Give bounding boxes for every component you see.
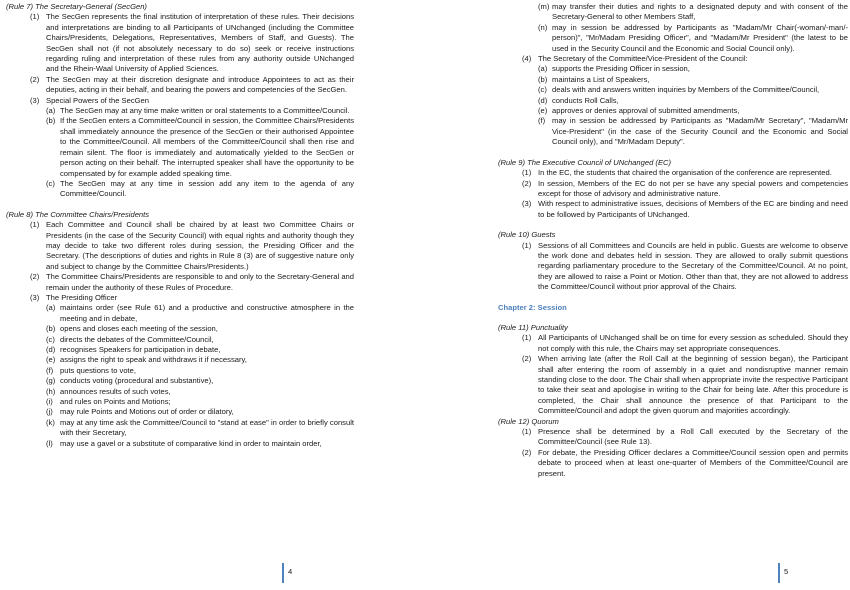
paragraph-number: (1) [522,168,532,178]
subparagraph-letter: (c) [46,334,55,344]
right-page [428,0,850,590]
subparagraph-letter: (a) [46,303,56,313]
subparagraph-text: may rule Points and Motions out of order or dilatory, [60,407,234,417]
rule-10-heading: (Rule 10) Guests [498,230,556,240]
paragraph-number: (4) [522,54,532,64]
subparagraph-text: deals with and answers written inquiries by Members of the Committee/Council, [552,85,820,95]
presiding-officer-duty [498,2,848,23]
subparagraph-text: directs the debates of the Committee/Council, [60,334,214,344]
paragraph-text: In the EC, the students that chaired the organisation of the conference are represented. [538,168,832,178]
rule-7-heading: (Rule 7) The Secretary-General (SecGen) [6,2,147,11]
rule-9-paragraph [498,179,848,200]
paragraph-text: The Committee Chairs/Presidents are responsible to and only to the Secretary-General and remain under the authority of these Rules of Procedure. [46,272,354,292]
subparagraph-text: approves or denies approval of submitted amendments, [552,106,740,116]
paragraph-number: (1) [30,12,40,22]
subparagraph-text: conducts Roll Calls, [552,95,619,105]
rule-7-subparagraph [6,179,354,200]
left-page-content [6,2,354,449]
rule-7-subparagraph [6,116,354,178]
rule-11-paragraph [498,333,848,354]
presiding-officer-duty [6,345,354,355]
paragraph-number: (3) [30,292,40,302]
subparagraph-text: conducts voting (procedural and substantive), [60,376,214,386]
presiding-officer-duty [6,324,354,334]
paragraph-number: (3) [30,95,40,105]
secretary-duty [498,96,848,106]
subparagraph-letter: (d) [46,345,56,354]
paragraph-text: For debate, the Presiding Officer declares a Committee/Council session open and permits debate to proceed when at least one-quarter of Members of the Committee/Council are present. [538,447,848,478]
subparagraph-text: may use a gavel or a substitute of comparative kind in order to maintain order, [60,438,322,448]
paragraph-number: (1) [522,333,532,343]
paragraph-text: All Participants of UNchanged shall be on time for every session as scheduled. Should they not comply with this rule, the Chairs may set appropriate consequences. [538,333,848,353]
paragraph-text: The Presiding Officer [46,292,118,302]
paragraph-text: Sessions of all Committees and Councils are held in public. Guests are welcome to observe the work done and debates held in session. They are allowed to orally submit questions regarding parliamentary procedure to the Secretary of the Committee/Council. At no point, they are allowed to raise a Point or Motion. Other than that, they are not allowed to address the Committee/Council without prior approval of the Chairs. [538,240,848,292]
presiding-officer-duty [6,303,354,324]
presiding-officer-duty [6,407,354,417]
subparagraph-letter: (a) [46,106,56,116]
subparagraph-text: may transfer their duties and rights to a designated deputy and with consent of the Secretary-General to other Members Staff, [552,2,848,22]
right-page-content [498,2,848,479]
rule-9-paragraph [498,168,848,178]
presiding-officer-duty [6,335,354,345]
subparagraph-letter: (f) [538,116,546,126]
paragraph-number: (2) [30,272,40,282]
paragraph-text: In session, Members of the EC do not per se have any special powers and competencies except for those of advisory and administrative nature. [538,178,848,198]
chapter-heading: Chapter 2: Session [498,302,567,312]
rule-10-paragraph [498,241,848,293]
rule-7-paragraph [6,75,354,96]
rule-12-paragraph [498,427,848,448]
paragraph-number: (2) [522,354,532,364]
presiding-officer-duty [498,23,848,54]
subparagraph-text: opens and closes each meeting of the session, [60,324,218,334]
paragraph-text: Special Powers of the SecGen [46,95,149,105]
secretary-duty [498,64,848,74]
subparagraph-letter: (e) [538,106,548,116]
page-number: 4 [288,567,293,576]
paragraph-number: (2) [30,74,40,84]
paragraph-number: (1) [522,240,532,250]
subparagraph-letter: (b) [538,74,548,84]
paragraph-text: Each Committee and Council shall be chaired by at least two Committee Chairs or Presidents (in the case of the Security Council) with equal rights and authority though they may decide to take two different roles during session, the Presiding Officer and the Secretary. (The descriptions of duties and rights in Rule 8 (3) are of suggestive nature only and subject to change by the Committee Chairs/Presidents.) [46,220,354,271]
subparagraph-letter: (j) [46,407,53,417]
subparagraph-letter: (n) [538,22,548,32]
subparagraph-text: The SecGen may at any time in session add any item to the agenda of any Committee/Council. [60,178,354,199]
paragraph-text: The SecGen represents the final institution of interpretation of these rules. Their decisions and interpretations are binding to all Participants of UNchanged (including the Committee Chairs/Presidents, Delegations, Representatives, Members of Staff, and Guests). The SecGen shall not (if not absolutely necessary to do so) seek or receive instructions regarding ruling and interpretation of these rules from any authority outside UNchanged and the Rhein-Waal University of Applied Sciences. [46,12,354,74]
footer-divider [282,563,284,583]
subparagraph-letter: (b) [46,116,56,126]
subparagraph-text: announces results of such votes, [60,386,171,396]
rule-7-subparagraph [6,106,354,116]
subparagraph-text: may in session be addressed by Participants as "Madam/Mr Chair(-woman/-man/-person)", "Mr/Madam Presiding Officer", and "Madam/Mr President" (the latest to be used in the Security Council and the Economic and Social Council only). [552,22,848,53]
presiding-officer-duty [6,355,354,365]
rule-8-paragraph [6,220,354,272]
subparagraph-letter: (b) [46,324,56,334]
subparagraph-text: maintains a List of Speakers, [552,74,650,84]
subparagraph-letter: (k) [46,417,55,427]
subparagraph-letter: (f) [46,365,54,375]
subparagraph-letter: (c) [46,178,55,188]
rule-8-heading: (Rule 8) The Committee Chairs/Presidents [6,209,150,219]
presiding-officer-duty [6,418,354,439]
subparagraph-letter: (i) [46,397,53,407]
paragraph-number: (2) [522,178,532,188]
subparagraph-letter: (d) [538,95,548,105]
rule-11-heading: (Rule 11) Punctuality [498,322,568,332]
presiding-officer-duty [6,439,354,449]
paragraph-number: (2) [522,447,532,457]
subparagraph-text: The SecGen may at any time make written or oral statements to a Committee/Council. [60,106,350,116]
subparagraph-text: may in session be addressed by Participants as "Madam/Mr Secretary", "Madam/Mr Vice-President" (in the case of the Security Council and the Economic and Social Council only), and "Mr/Madam Deputy". [552,116,848,147]
presiding-officer-duty [6,376,354,386]
rule-7-paragraph [6,96,354,106]
subparagraph-text: puts questions to vote, [60,365,136,375]
rule-9-heading: (Rule 9) The Executive Council of UNchanged (EC) [498,157,672,167]
left-page [0,0,420,590]
paragraph-number: (1) [522,427,532,437]
rule-8-paragraph [6,272,354,293]
subparagraph-letter: (c) [538,85,547,95]
subparagraph-text: maintains order (see Rule 61) and a productive and constructive atmosphere in the meeting and in debate, [60,303,354,323]
footer-divider [778,563,780,583]
rule-12-heading: (Rule 12) Quorum [498,416,559,426]
page-number: 5 [784,567,789,576]
rule-8-paragraph [498,54,848,64]
subparagraph-text: and rules on Points and Motions; [60,397,171,407]
presiding-officer-duty [6,387,354,397]
rule-7-paragraph [6,12,354,74]
subparagraph-letter: (l) [46,438,53,448]
subparagraph-letter: (h) [46,386,56,396]
subparagraph-letter: (m) [538,2,550,11]
paragraph-number: (1) [30,220,40,230]
paragraph-text: When arriving late (after the Roll Call at the beginning of session began), the Participant shall after entering the room of assembly in a quiet and nondisruptive manner remain standing close to the door. The Chair shall when appropriate invite the respective Participant to take their seat and apologise in writing to the Chair for being late. After this procedure is completed, the Chair shall announce the presence of that Participant to the Committee/Council and adopt the given quorum and majorities accordingly. [538,354,848,416]
paragraph-text: With respect to administrative issues, decisions of Members of the EC are binding and need to be followed by Participants of UNchanged. [538,199,848,219]
secretary-duty [498,116,848,147]
subparagraph-text: may at any time ask the Committee/Council to "stand at ease" in order to briefly consult with their Secretary, [60,417,354,438]
presiding-officer-duty [6,397,354,407]
subparagraph-text: recognises Speakers for participation in debate, [60,345,221,354]
rule-8-paragraph [6,293,354,303]
paragraph-text: Presence shall be determined by a Roll Call executed by the Secretary of the Committee/Council (see Rule 13). [538,427,848,447]
secretary-duty [498,85,848,95]
subparagraph-text: supports the Presiding Officer in session, [552,64,690,74]
subparagraph-text: If the SecGen enters a Committee/Council in session, the Committee Chairs/Presidents shall immediately announce the presence of the SecGen or their authorised Appointee to the Committee/Council. All members of the Committee/Council shall then rise and remain silent. The floor is immediately and automatically yielded to the SecGen or person acting on their behalf. The interrupted speaker shall have the opportunity to be compensated by for example added speaking time. [60,116,354,178]
secretary-duty [498,75,848,85]
paragraph-text: The Secretary of the Committee/Vice-President of the Council: [538,54,748,64]
subparagraph-letter: (e) [46,355,56,365]
paragraph-number: (3) [522,199,532,209]
presiding-officer-duty [6,366,354,376]
subparagraph-letter: (a) [538,64,548,74]
rule-9-paragraph [498,199,848,220]
rule-11-paragraph [498,354,848,416]
paragraph-text: The SecGen may at their discretion designate and introduce Appointees to act as their deputies, acting in their behalf, and bearing the powers and competencies of the SecGen. [46,74,354,95]
subparagraph-text: assigns the right to speak and withdraws it if necessary, [60,355,247,365]
secretary-duty [498,106,848,116]
subparagraph-letter: (g) [46,376,56,386]
rule-12-paragraph [498,448,848,479]
